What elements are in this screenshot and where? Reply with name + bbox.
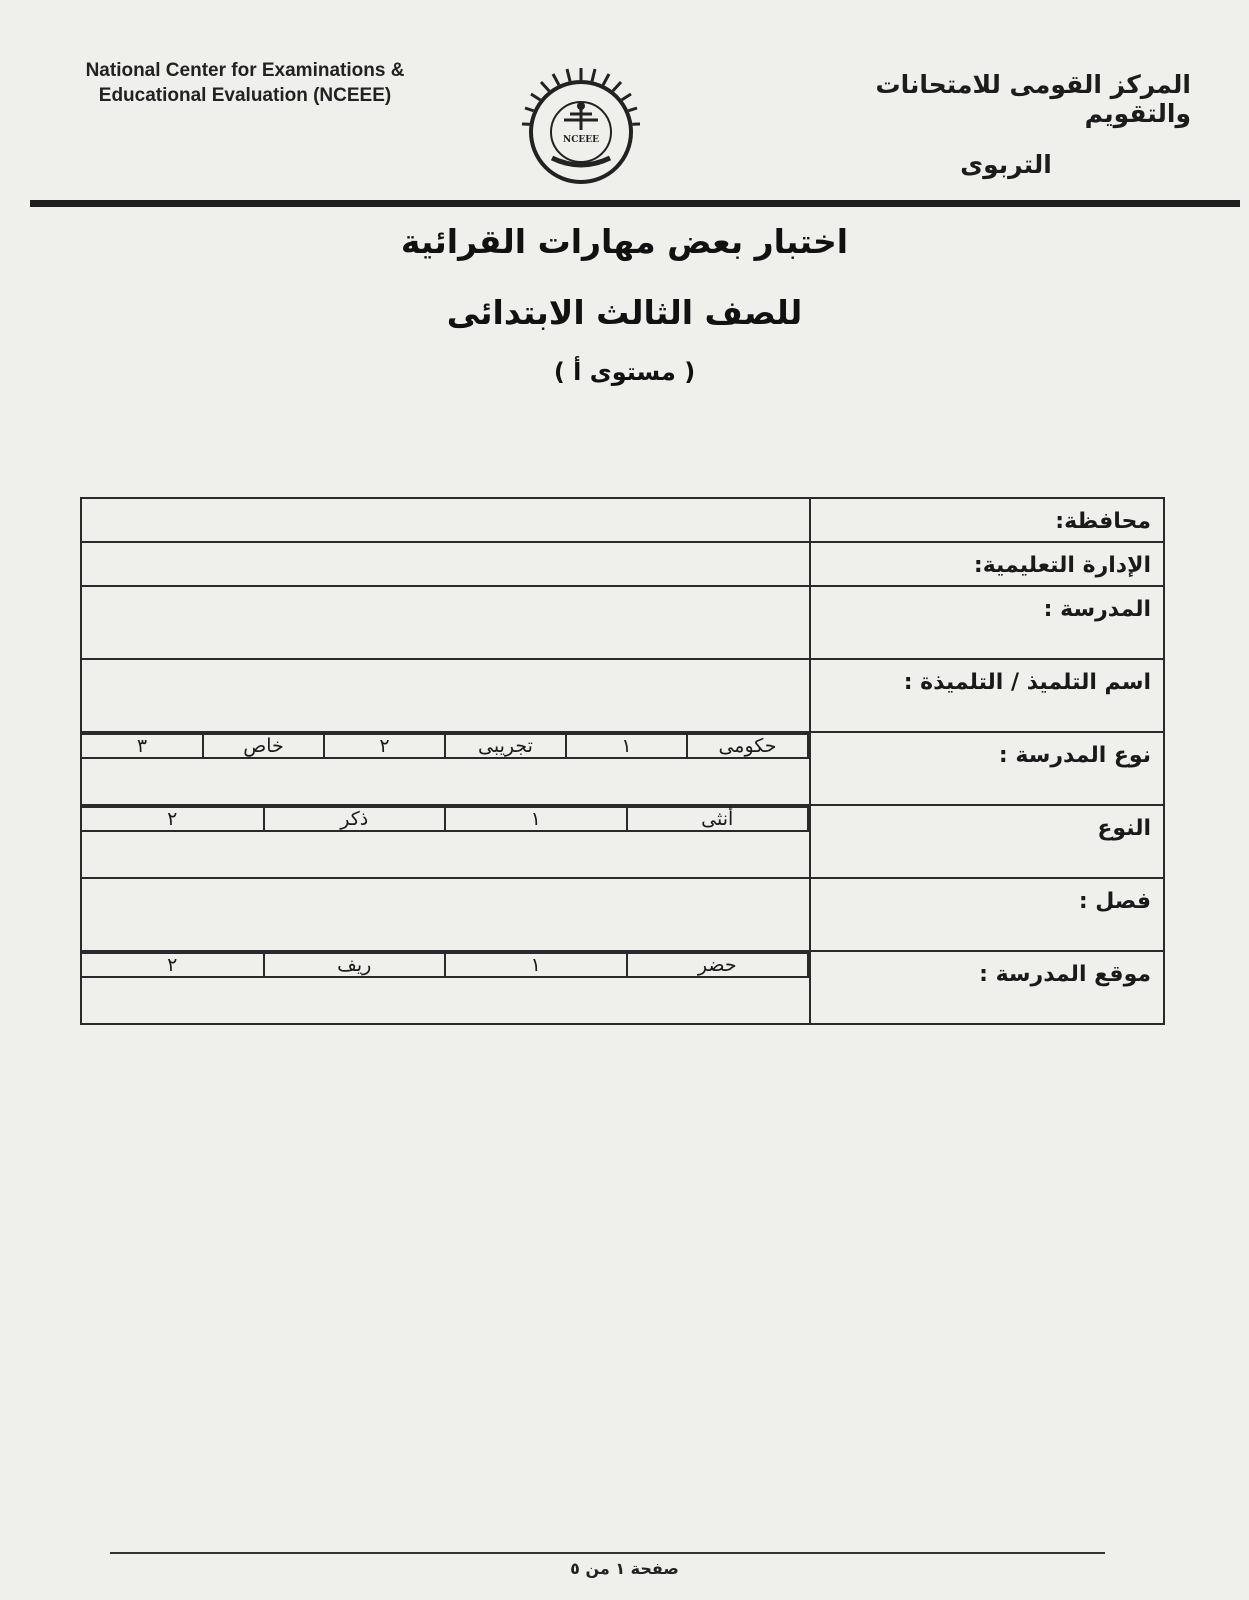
location-label: موقع المدرسة : [810,951,1164,1024]
location-option-code[interactable]: ٢ [82,953,264,977]
governorate-field[interactable] [81,498,810,542]
center-name-en-line2: Educational Evaluation (NCEEE) [98,85,392,106]
row-gender [81,805,1164,878]
governorate-label: محافظة: [810,498,1164,542]
center-name-arabic [771,70,1191,179]
gender-option-text: ذكر [264,807,446,831]
school-type-option-text: حكومى [687,734,808,758]
grade-title: للصف الثالث الابتدائى [446,293,803,332]
gender-options [81,805,810,878]
location-option-text: حضر [627,953,809,977]
center-name-en-line1: National Center for Examinations & [85,60,405,81]
center-name-english [60,58,430,108]
gender-label: النوع [810,805,1164,878]
school-type-option-code[interactable]: ٢ [324,734,445,758]
gender-option-code[interactable]: ١ [445,807,627,831]
level-title: ( مستوى أ ) [553,358,696,386]
row-location [81,951,1164,1024]
page-number: صفحة ١ من ٥ [570,1559,679,1578]
row-student-name [81,659,1164,732]
student-name-label: اسم التلميذ / التلميذة : [810,659,1164,732]
row-school-type [81,732,1164,805]
administration-field[interactable] [81,542,810,586]
gender-option-code[interactable]: ٢ [82,807,264,831]
school-type-label: نوع المدرسة : [810,732,1164,805]
administration-label: الإدارة التعليمية: [810,542,1164,586]
footer-divider [110,1552,1105,1554]
row-school [81,586,1164,659]
school-field[interactable] [81,586,810,659]
school-type-option-text: تجريبى [445,734,566,758]
nceee-logo [512,62,650,192]
student-name-field[interactable] [81,659,810,732]
row-class [81,878,1164,951]
location-option-code[interactable]: ١ [445,953,627,977]
school-type-option-text: خاص [203,734,324,758]
location-option-text: ريف [264,953,446,977]
center-name-ar-line2: التربوى [960,150,1052,179]
school-type-option-code[interactable]: ١ [566,734,687,758]
location-options [81,951,810,1024]
gender-option-text: أنثى [627,807,809,831]
svg-text:NCEEE: NCEEE [563,135,599,145]
row-administration [81,542,1164,586]
class-label: فصل : [810,878,1164,951]
school-label: المدرسة : [810,586,1164,659]
student-info-form [80,497,1165,1025]
test-title: اختبار بعض مهارات القرائية [400,222,849,261]
center-name-ar-line1: المركز القومى للامتحانات والتقويم [875,70,1191,128]
header-divider [30,200,1240,207]
school-type-option-code[interactable]: ٣ [82,734,203,758]
class-field[interactable] [81,878,810,951]
row-governorate [81,498,1164,542]
school-type-options [81,732,810,805]
